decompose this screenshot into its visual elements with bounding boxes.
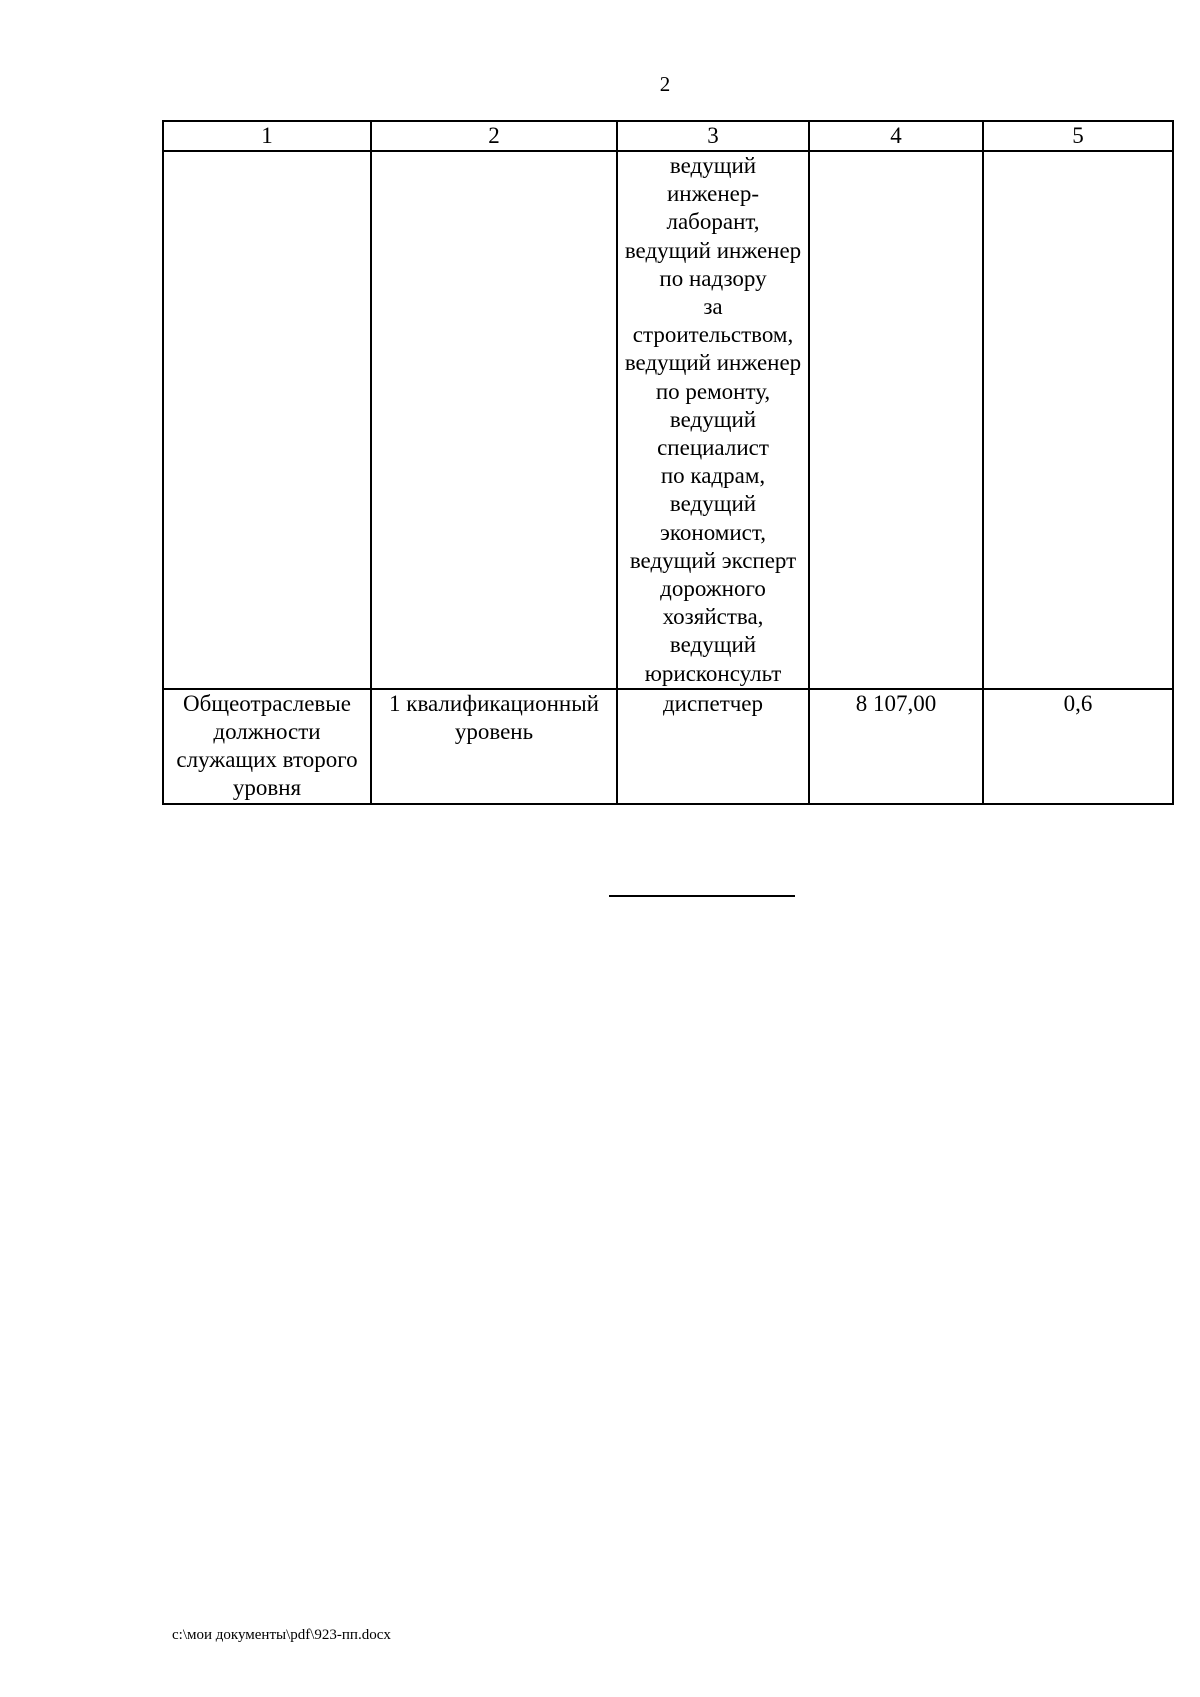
position-line: по надзору — [659, 265, 767, 291]
continuation-cell-salary — [809, 151, 983, 689]
position-line: дорожного — [660, 576, 766, 602]
position-line: по кадрам, — [660, 463, 766, 489]
position-line: ведущий — [669, 491, 757, 517]
column-number-1: 1 — [163, 121, 371, 151]
position-line: хозяйства, — [662, 604, 764, 630]
position-line: ведущий инженер — [624, 237, 802, 263]
position-line: специалист — [657, 435, 769, 461]
position-line: по ремонту, — [655, 378, 771, 404]
coefficient-cell: 0,6 — [983, 689, 1173, 804]
position-line: лаборант, — [666, 209, 760, 235]
position-line: экономист, — [660, 519, 766, 545]
position-line: ведущий инженер — [624, 350, 802, 376]
column-number-3: 3 — [617, 121, 809, 151]
continuation-cell-group — [163, 151, 371, 689]
position-line: ведущий — [669, 632, 757, 658]
file-path-footer: c:\мои документы\pdf\923-пп.docx — [172, 1627, 391, 1643]
end-of-document-rule — [609, 895, 795, 897]
position-line: строительством, — [632, 322, 794, 348]
continuation-cell-level — [371, 151, 617, 689]
position-line: юрисконсульт — [644, 660, 782, 686]
group-cell — [163, 689, 371, 804]
page-number: 2 — [659, 72, 671, 96]
position-line: за — [703, 294, 723, 320]
column-number-4: 4 — [809, 121, 983, 151]
group-text: Общеотраслевые должности служащих второго уровня — [176, 690, 358, 801]
column-number-2: 2 — [371, 121, 617, 151]
column-number-row — [163, 121, 1173, 151]
continuation-cell-coefficient — [983, 151, 1173, 689]
continuation-row — [163, 151, 1173, 689]
level-cell — [371, 689, 617, 804]
positions-list-cell — [617, 151, 809, 689]
level-text: 1 квалификационный уровень — [389, 690, 599, 745]
table-row — [163, 689, 1173, 804]
position-cell: диспетчер — [617, 689, 809, 804]
position-line: ведущий — [669, 153, 757, 178]
salary-cell: 8 107,00 — [809, 689, 983, 804]
position-line: ведущий — [669, 406, 757, 432]
column-number-5: 5 — [983, 121, 1173, 151]
position-line: ведущий эксперт — [629, 547, 797, 573]
salary-table — [162, 120, 1174, 805]
position-line: инженер- — [666, 181, 760, 207]
